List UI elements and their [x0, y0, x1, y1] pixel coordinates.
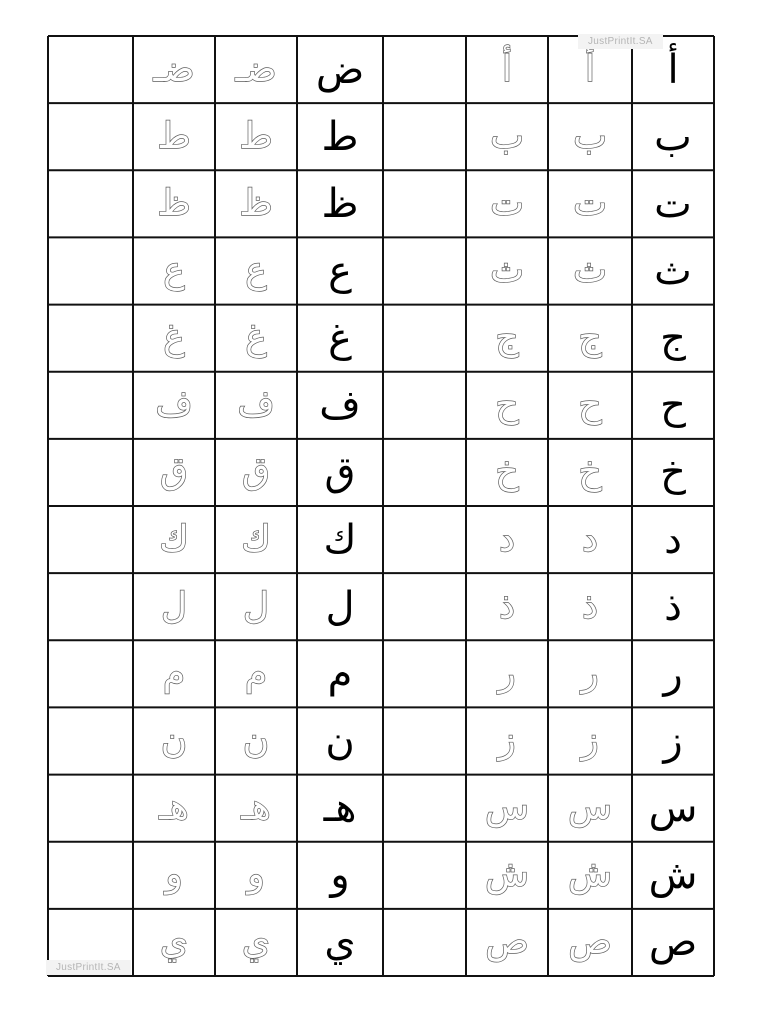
writing-cell-right: [383, 640, 466, 707]
trace-cell: ج: [495, 317, 519, 359]
trace-cell: ج: [578, 317, 602, 359]
worksheet-grid: [48, 36, 714, 976]
trace-cell: ك: [241, 518, 271, 560]
worksheet: [48, 36, 714, 976]
writing-cell-left: [48, 707, 133, 774]
letter-cell: س: [648, 785, 698, 832]
writing-cell-right: [383, 305, 466, 372]
trace-cell: ف: [237, 384, 275, 426]
writing-cell-right: [383, 707, 466, 774]
trace-cell: و: [165, 854, 183, 896]
trace-cell: ب: [490, 115, 524, 157]
trace-cell: ذ: [581, 585, 599, 627]
trace-cell: خ: [495, 451, 519, 493]
writing-cell-left: [48, 305, 133, 372]
trace-cell: ث: [490, 249, 524, 291]
trace-cell: ظ: [157, 182, 191, 224]
letter-cell: ق: [324, 449, 356, 496]
letter-cell: ر: [663, 650, 683, 697]
watermark-bottom: JustPrintIt.SA: [46, 960, 131, 975]
writing-cell-right: [383, 372, 466, 439]
trace-cell: ز: [581, 719, 599, 761]
writing-cell-right: [383, 775, 466, 842]
trace-cell: د: [498, 518, 516, 560]
trace-cell: ط: [157, 115, 191, 157]
trace-cell: أ: [502, 48, 513, 90]
trace-cell: ضـ: [153, 48, 195, 90]
trace-cell: ذ: [498, 585, 516, 627]
letter-cell: ل: [325, 583, 355, 630]
trace-cell: و: [247, 854, 265, 896]
trace-cell: ك: [159, 518, 189, 560]
trace-cell: ظ: [239, 182, 273, 224]
letter-cell: ش: [648, 852, 698, 899]
writing-cell-right: [383, 909, 466, 976]
letter-cell: هـ: [323, 785, 357, 832]
letter-cell: ب: [654, 113, 692, 160]
trace-cell: ش: [568, 854, 612, 896]
letter-cell: د: [664, 516, 682, 563]
trace-cell: س: [568, 787, 612, 829]
trace-cell: د: [581, 518, 599, 560]
trace-cell: ص: [485, 921, 529, 963]
writing-cell-left: [48, 103, 133, 170]
trace-cell: ضـ: [235, 48, 277, 90]
letter-cell: م: [327, 650, 353, 697]
trace-cell: ي: [241, 921, 271, 963]
trace-cell: هـ: [159, 787, 189, 829]
writing-cell-left: [48, 573, 133, 640]
trace-cell: ش: [485, 854, 529, 896]
letter-cell: ض: [315, 46, 365, 93]
letter-cell: ف: [319, 382, 361, 429]
writing-cell-right: [383, 573, 466, 640]
trace-cell: ب: [573, 115, 607, 157]
writing-cell-right: [383, 103, 466, 170]
letter-cell: خ: [660, 449, 686, 496]
trace-cell: ن: [160, 719, 188, 761]
writing-cell-left: [48, 640, 133, 707]
trace-cell: ز: [498, 719, 516, 761]
trace-cell: غ: [245, 317, 267, 359]
trace-cell: ع: [163, 249, 185, 291]
writing-cell-left: [48, 775, 133, 842]
writing-cell-right: [383, 842, 466, 909]
letter-cell: ي: [324, 919, 356, 966]
trace-cell: ت: [490, 182, 524, 224]
trace-cell: س: [485, 787, 529, 829]
writing-cell-left: [48, 372, 133, 439]
letter-cell: ع: [328, 247, 352, 294]
trace-cell: ق: [242, 451, 270, 493]
letter-cell: ج: [660, 315, 686, 362]
letter-cell: ت: [654, 180, 692, 227]
trace-cell: غ: [163, 317, 185, 359]
trace-cell: أ: [585, 48, 596, 90]
trace-cell: ص: [568, 921, 612, 963]
letter-cell: ذ: [664, 583, 682, 630]
trace-cell: ق: [160, 451, 188, 493]
writing-cell-right: [383, 506, 466, 573]
trace-cell: ح: [578, 384, 602, 426]
writing-cell-left: [48, 237, 133, 304]
writing-cell-right: [383, 36, 466, 103]
trace-cell: ن: [242, 719, 270, 761]
writing-cell-right: [383, 170, 466, 237]
trace-cell: ث: [573, 249, 607, 291]
letter-cell: ز: [663, 717, 683, 764]
letter-cell: ص: [648, 919, 698, 966]
letter-cell: ن: [325, 717, 355, 764]
trace-cell: ط: [239, 115, 273, 157]
trace-cell: ت: [573, 182, 607, 224]
writing-cell-left: [48, 842, 133, 909]
writing-cell-right: [383, 439, 466, 506]
writing-cell-left: [48, 506, 133, 573]
letter-cell: ح: [660, 382, 686, 429]
trace-cell: ح: [495, 384, 519, 426]
writing-cell-left: [48, 36, 133, 103]
trace-cell: ل: [242, 585, 270, 627]
writing-cell-right: [383, 237, 466, 304]
trace-cell: م: [162, 652, 186, 694]
letter-cell: ط: [321, 113, 359, 160]
trace-cell: م: [244, 652, 268, 694]
letter-cell: و: [330, 852, 350, 899]
watermark-top: JustPrintIt.SA: [578, 34, 663, 49]
trace-cell: ر: [581, 652, 599, 694]
trace-cell: ل: [160, 585, 188, 627]
trace-cell: ف: [155, 384, 193, 426]
trace-cell: ع: [245, 249, 267, 291]
letter-cell: ظ: [321, 180, 359, 227]
letter-cell: أ: [667, 46, 679, 93]
letter-cell: ك: [323, 516, 357, 563]
trace-cell: ي: [159, 921, 189, 963]
letter-cell: غ: [328, 315, 352, 362]
trace-cell: ر: [498, 652, 516, 694]
writing-cell-left: [48, 439, 133, 506]
trace-cell: هـ: [241, 787, 271, 829]
trace-cell: خ: [578, 451, 602, 493]
writing-cell-left: [48, 170, 133, 237]
letter-cell: ث: [654, 247, 692, 294]
